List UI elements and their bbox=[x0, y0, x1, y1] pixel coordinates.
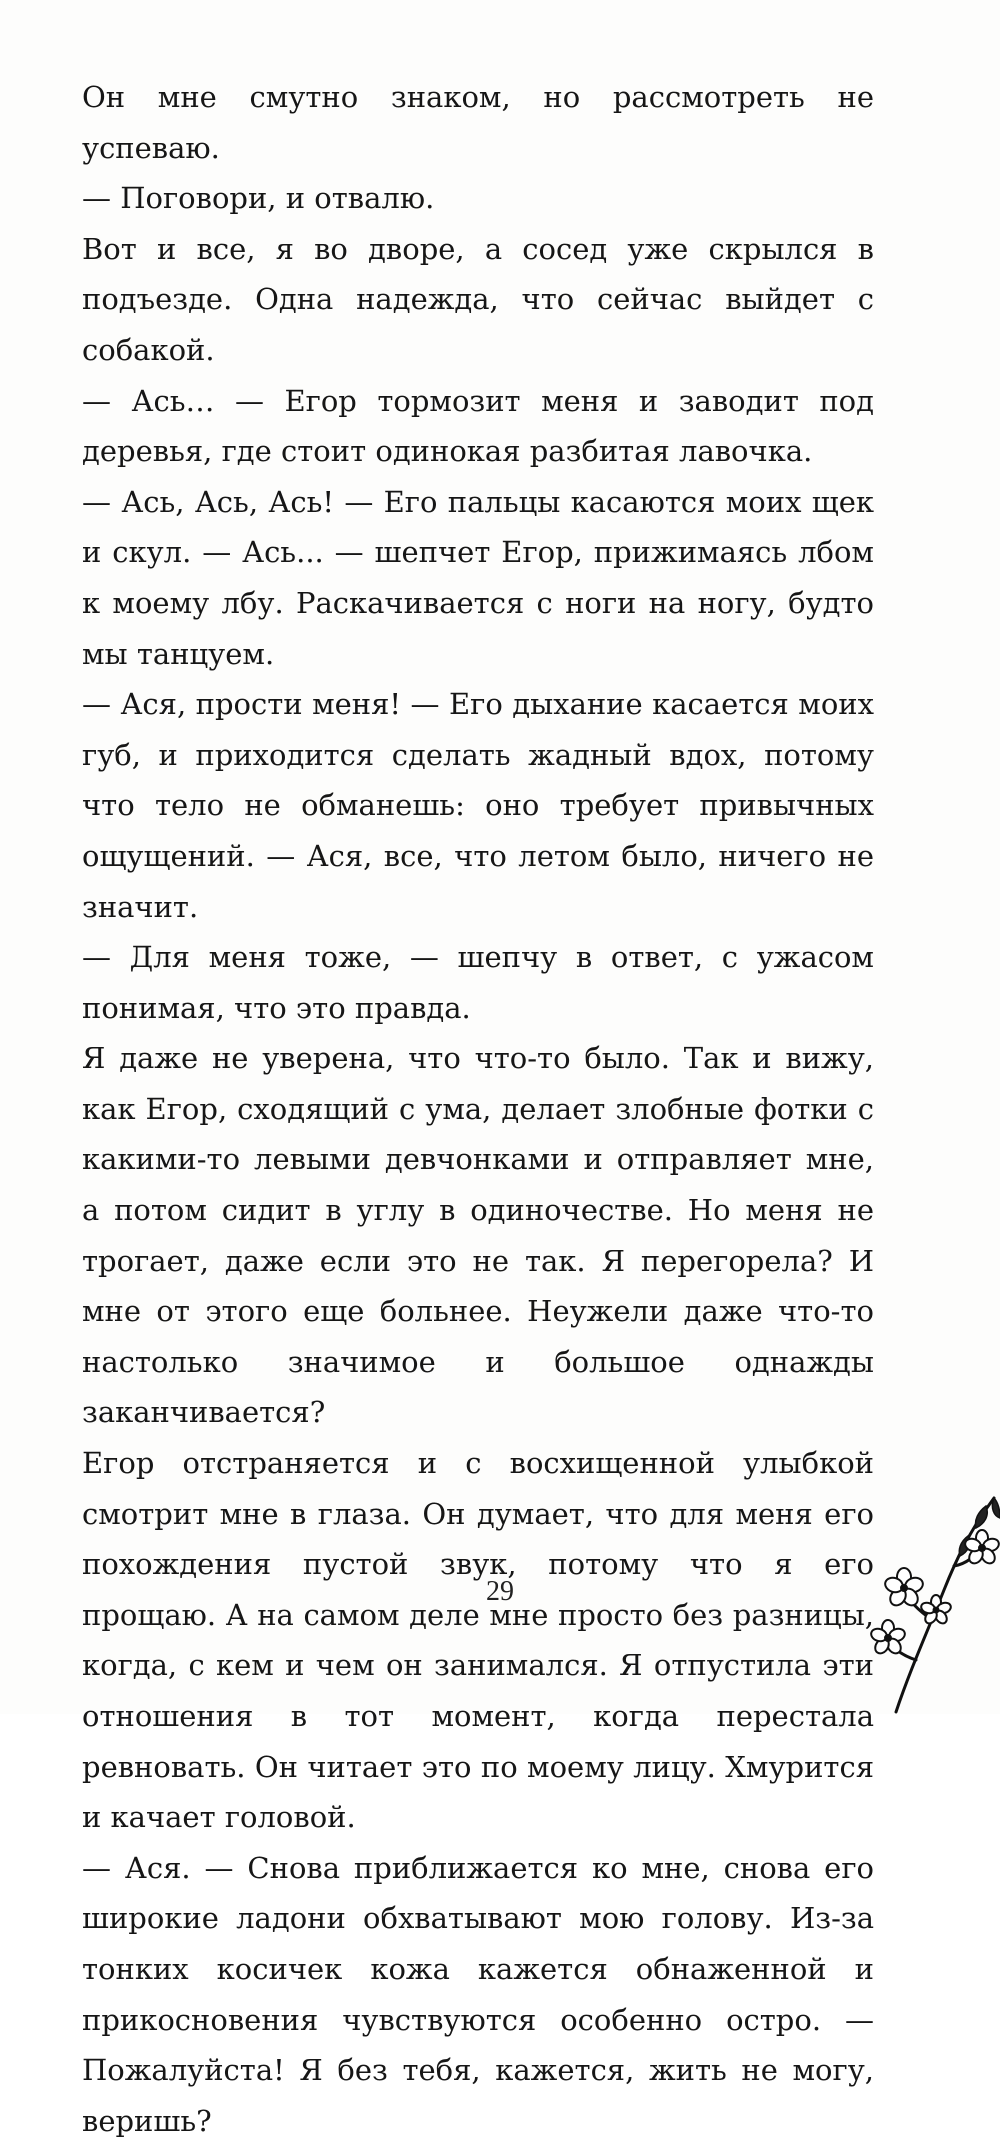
paragraph-1: Он мне смутно знаком, но рассмотреть не успеваю. bbox=[82, 80, 874, 165]
paragraph-8: Я даже не уверена, что что-то было. Так и вижу, как Егор, сходящий с ума, делает злобные фотки с какими-то левыми девчонками и отправляет мне, а потом сидит в углу в одиночестве. Но меня не трогает, даже если это не так. Я перегорела? И мне от этого еще больнее. Неужели даже что-то настолько значимое и большое однажды заканчивается? bbox=[82, 1041, 874, 1430]
paragraph-5: — Ась, Ась, Ась! — Его пальцы касаются моих щек и скул. — Ась... — шепчет Егор, прижимаясь лбом к моему лбу. Раскачивается с ноги на ногу, будто мы танцуем. bbox=[82, 484, 874, 671]
blossom-branch-icon bbox=[870, 1490, 1000, 1714]
paragraph-4: — Ась… — Егор тормозит меня и заводит под деревья, где стоит одинокая разбитая лавочка. bbox=[82, 383, 874, 469]
paragraph-3: Вот и все, я во дворе, а сосед уже скрылся в подъезде. Одна надежда, что сейчас выйдет с собакой. bbox=[82, 231, 874, 367]
body-text bbox=[82, 72, 874, 2146]
paragraph-10: — Ася. — Снова приближается ко мне, снова его широкие ладони обхватывают мою голову. Из-за тонких косичек кожа кажется обнаженной и прикосновения чувствуются особенно остро. — Пожалуйста! Я без тебя, кажется, жить не могу, веришь? bbox=[82, 1850, 874, 2138]
paragraph-9: Егор отстраняется и с восхищенной улыбкой смотрит мне в глаза. Он думает, что для меня его похождения пустой звук, потому что я его прощаю. А на самом деле мне просто без разницы, когда, с кем и чем он занимался. Я отпустила эти отношения в тот момент, когда перестала ревновать. Он читает это по моему лицу. Хмурится и качает головой. bbox=[82, 1446, 874, 1835]
paragraph-6: — Ася, прости меня! — Его дыхание касается моих губ, и приходится сделать жадный вдох, потому что тело не обманешь: оно требует привычных ощущений. — Ася, все, что летом было, ничего не значит. bbox=[82, 687, 874, 924]
paragraph-2: — Поговори, и отвалю. bbox=[82, 181, 435, 216]
paragraph-7: — Для меня тоже, — шепчу в ответ, с ужасом понимая, что это правда. bbox=[82, 940, 874, 1025]
page-number: 29 bbox=[486, 1576, 514, 1607]
